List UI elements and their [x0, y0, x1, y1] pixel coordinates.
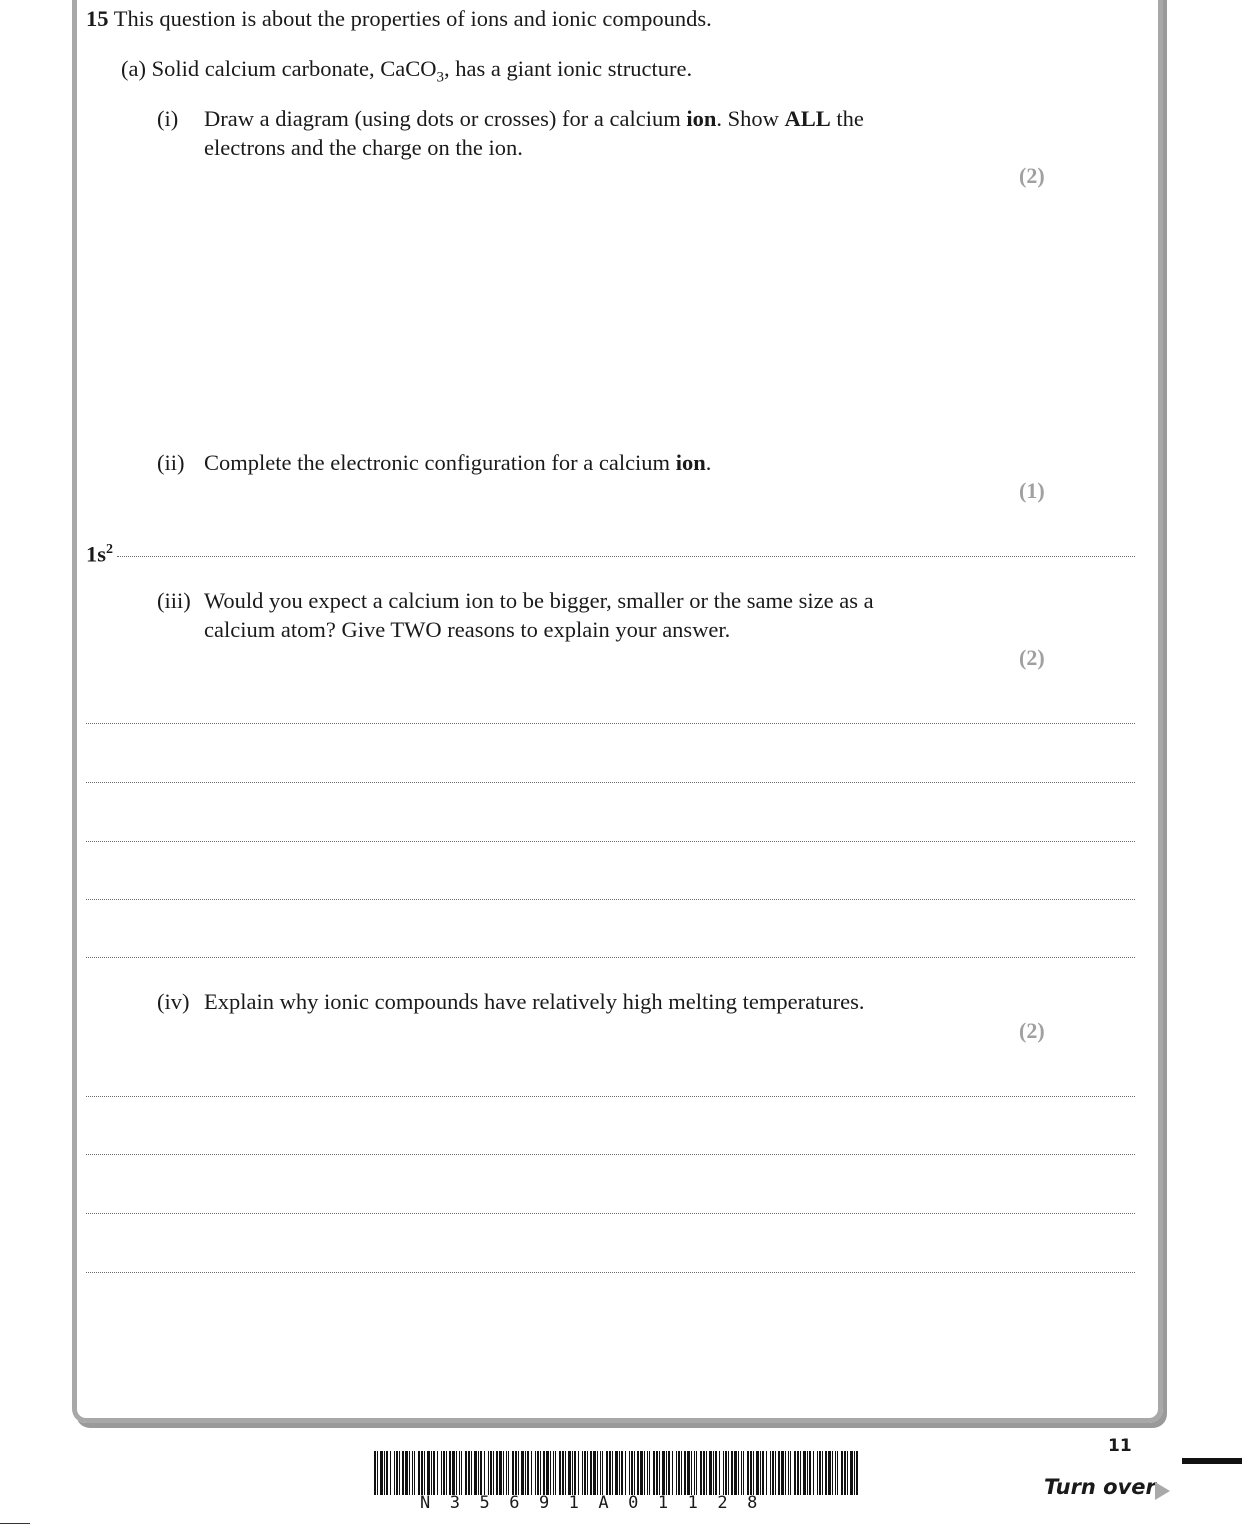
turn-over-label: Turn over — [1044, 1475, 1156, 1499]
part-iii-text-line1: Would you expect a calcium ion to be bigger, smaller or the same size as a — [204, 588, 874, 613]
part-i-text-line2: electrons and the charge on the ion. — [204, 135, 523, 160]
part-iii-text-line2: calcium atom? Give TWO reasons to explain your answer. — [204, 617, 731, 642]
part-ii-label: (ii) — [157, 450, 185, 475]
page-number: 11 — [1108, 1436, 1132, 1456]
diagram-drawing-area[interactable] — [86, 200, 1135, 440]
part-iv-label: (iv) — [157, 989, 190, 1014]
part-i-label: (i) — [157, 106, 179, 131]
barcode — [374, 1451, 860, 1495]
answer-line[interactable] — [86, 841, 1135, 842]
answer-line[interactable] — [86, 1154, 1135, 1155]
corner-mark — [0, 1523, 30, 1524]
answer-line[interactable] — [117, 556, 1135, 557]
question-intro-text: This question is about the properties of ions and ionic compounds. — [113, 6, 712, 31]
question-intro — [86, 4, 712, 34]
barcode-number: N35691A01128 — [420, 1493, 777, 1513]
margin-bar — [1182, 1458, 1242, 1464]
turn-over-arrow-icon — [1155, 1482, 1170, 1500]
part-a-label: (a) — [121, 56, 146, 81]
answer-line[interactable] — [86, 1272, 1135, 1273]
answer-line[interactable] — [86, 899, 1135, 900]
part-ii-text: Complete the electronic configuration for a calcium ion. — [204, 450, 712, 475]
part-a-text: Solid calcium carbonate, CaCO$_3$, has a giant ionic structure. — [151, 56, 693, 86]
part-a-stem — [121, 54, 692, 93]
part-iv-text: Explain why ionic compounds have relatively high melting temperatures. — [204, 989, 865, 1014]
part-i-marks: (2) — [1019, 163, 1045, 188]
configuration-prefix: $1s^2$ — [86, 541, 114, 567]
part-i-text-line1: Draw a diagram (using dots or crosses) for a calcium ion. Show ALL the — [204, 106, 864, 131]
answer-line[interactable] — [86, 723, 1135, 724]
part-iii-marks: (2) — [1019, 645, 1045, 670]
part-iv-marks: (2) — [1019, 1018, 1045, 1043]
answer-line[interactable] — [86, 957, 1135, 958]
question-number: 15 — [86, 6, 109, 31]
part-ii-marks: (1) — [1019, 478, 1045, 503]
answer-line[interactable] — [86, 782, 1135, 783]
answer-line[interactable] — [86, 1213, 1135, 1214]
answer-line[interactable] — [86, 1096, 1135, 1097]
part-iii-label: (iii) — [157, 588, 191, 613]
